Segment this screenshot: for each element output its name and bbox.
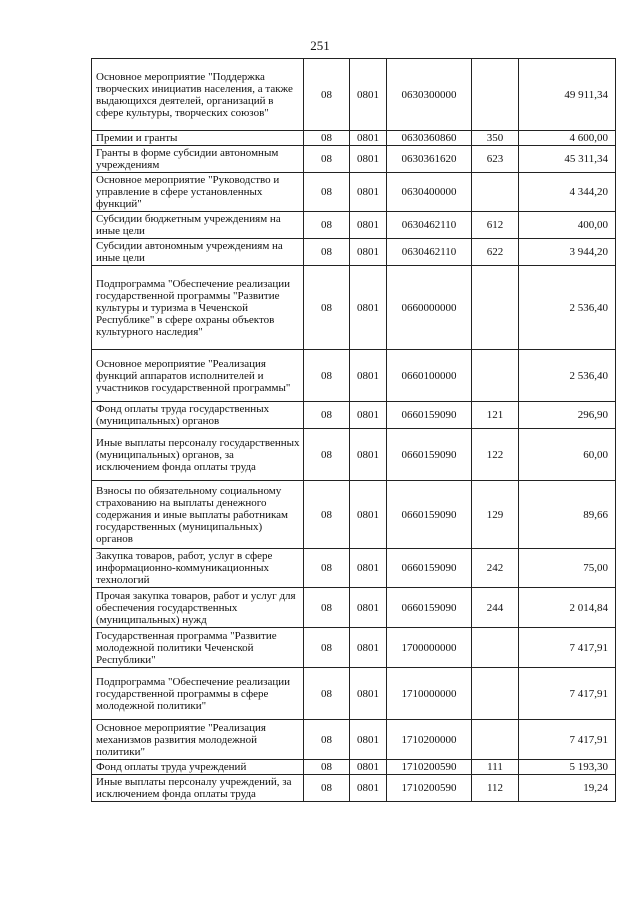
table-row [92, 720, 616, 760]
cell-name: Субсидии бюджетным учреждениям на иные цели [92, 212, 304, 239]
cell-expense-type: 623 [472, 146, 519, 173]
cell-subsection: 0801 [350, 212, 387, 239]
cell-target-article: 1700000000 [387, 628, 472, 668]
table-row [92, 146, 616, 173]
cell-section: 08 [304, 146, 350, 173]
cell-amount: 296,90 [519, 402, 616, 429]
cell-target-article: 1710200590 [387, 775, 472, 802]
cell-expense-type: 122 [472, 429, 519, 481]
cell-section: 08 [304, 668, 350, 720]
table-row [92, 131, 616, 146]
cell-name: Основное мероприятие "Реализация механизмов развития молодежной политики" [92, 720, 304, 760]
cell-section: 08 [304, 173, 350, 212]
cell-expense-type: 129 [472, 481, 519, 549]
cell-section: 08 [304, 481, 350, 549]
cell-target-article: 0630400000 [387, 173, 472, 212]
cell-subsection: 0801 [350, 760, 387, 775]
cell-section: 08 [304, 59, 350, 131]
cell-amount: 2 536,40 [519, 266, 616, 350]
cell-expense-type: 112 [472, 775, 519, 802]
cell-subsection: 0801 [350, 628, 387, 668]
cell-amount: 2 536,40 [519, 350, 616, 402]
table-row [92, 239, 616, 266]
cell-subsection: 0801 [350, 131, 387, 146]
cell-subsection: 0801 [350, 668, 387, 720]
table-row [92, 775, 616, 802]
cell-section: 08 [304, 131, 350, 146]
cell-subsection: 0801 [350, 402, 387, 429]
cell-amount: 75,00 [519, 549, 616, 588]
cell-expense-type [472, 350, 519, 402]
cell-name: Иные выплаты персоналу государственных (муниципальных) органов, за исключением фонда оплаты труда [92, 429, 304, 481]
cell-name: Гранты в форме субсидии автономным учреждениям [92, 146, 304, 173]
table-row [92, 588, 616, 628]
cell-amount: 45 311,34 [519, 146, 616, 173]
cell-subsection: 0801 [350, 173, 387, 212]
cell-subsection: 0801 [350, 720, 387, 760]
cell-name: Фонд оплаты труда государственных (муниципальных) органов [92, 402, 304, 429]
cell-target-article: 1710200590 [387, 760, 472, 775]
cell-expense-type [472, 668, 519, 720]
cell-name: Подпрограмма "Обеспечение реализации государственной программы в сфере молодежной политики" [92, 668, 304, 720]
cell-amount: 60,00 [519, 429, 616, 481]
cell-expense-type: 242 [472, 549, 519, 588]
cell-expense-type: 111 [472, 760, 519, 775]
cell-amount: 89,66 [519, 481, 616, 549]
cell-expense-type: 244 [472, 588, 519, 628]
cell-amount: 5 193,30 [519, 760, 616, 775]
cell-expense-type [472, 173, 519, 212]
budget-table [91, 58, 616, 802]
budget-table-body [92, 59, 616, 802]
table-row [92, 760, 616, 775]
cell-subsection: 0801 [350, 775, 387, 802]
table-row [92, 429, 616, 481]
cell-name: Прочая закупка товаров, работ и услуг для обеспечения государственных (муниципальных) нужд [92, 588, 304, 628]
cell-target-article: 0660159090 [387, 402, 472, 429]
cell-subsection: 0801 [350, 588, 387, 628]
cell-subsection: 0801 [350, 239, 387, 266]
table-row [92, 59, 616, 131]
table-row [92, 402, 616, 429]
cell-target-article: 1710200000 [387, 720, 472, 760]
cell-name: Премии и гранты [92, 131, 304, 146]
table-row [92, 350, 616, 402]
cell-amount: 7 417,91 [519, 720, 616, 760]
cell-target-article: 0630360860 [387, 131, 472, 146]
table-row [92, 668, 616, 720]
table-row [92, 266, 616, 350]
cell-amount: 400,00 [519, 212, 616, 239]
cell-subsection: 0801 [350, 549, 387, 588]
cell-expense-type [472, 628, 519, 668]
cell-expense-type [472, 59, 519, 131]
cell-section: 08 [304, 350, 350, 402]
cell-amount: 7 417,91 [519, 628, 616, 668]
cell-name: Основное мероприятие "Руководство и управление в сфере установленных функций" [92, 173, 304, 212]
cell-section: 08 [304, 549, 350, 588]
cell-target-article: 0660159090 [387, 429, 472, 481]
cell-subsection: 0801 [350, 146, 387, 173]
cell-target-article: 0630300000 [387, 59, 472, 131]
cell-amount: 2 014,84 [519, 588, 616, 628]
table-row [92, 628, 616, 668]
cell-target-article: 0630462110 [387, 239, 472, 266]
cell-name: Закупка товаров, работ, услуг в сфере информационно-коммуникационных технологий [92, 549, 304, 588]
cell-expense-type: 622 [472, 239, 519, 266]
cell-name: Государственная программа "Развитие молодежной политики Чеченской Республики" [92, 628, 304, 668]
cell-section: 08 [304, 266, 350, 350]
cell-section: 08 [304, 628, 350, 668]
cell-amount: 49 911,34 [519, 59, 616, 131]
cell-name: Субсидии автономным учреждениям на иные цели [92, 239, 304, 266]
cell-section: 08 [304, 402, 350, 429]
cell-subsection: 0801 [350, 429, 387, 481]
cell-target-article: 0660159090 [387, 549, 472, 588]
cell-section: 08 [304, 212, 350, 239]
cell-name: Иные выплаты персоналу учреждений, за исключением фонда оплаты труда [92, 775, 304, 802]
cell-section: 08 [304, 760, 350, 775]
cell-subsection: 0801 [350, 59, 387, 131]
cell-target-article: 0630462110 [387, 212, 472, 239]
cell-expense-type: 121 [472, 402, 519, 429]
cell-section: 08 [304, 720, 350, 760]
cell-section: 08 [304, 239, 350, 266]
cell-section: 08 [304, 775, 350, 802]
cell-subsection: 0801 [350, 350, 387, 402]
cell-target-article: 0660000000 [387, 266, 472, 350]
cell-subsection: 0801 [350, 481, 387, 549]
cell-expense-type [472, 720, 519, 760]
table-row [92, 173, 616, 212]
table-row [92, 549, 616, 588]
cell-amount: 4 600,00 [519, 131, 616, 146]
cell-name: Основное мероприятие "Поддержка творческих инициатив населения, а также выдающихся деятелей, организаций в сфере культуры, творческих союзов" [92, 59, 304, 131]
cell-expense-type: 350 [472, 131, 519, 146]
cell-section: 08 [304, 429, 350, 481]
cell-target-article: 0660100000 [387, 350, 472, 402]
cell-section: 08 [304, 588, 350, 628]
cell-amount: 7 417,91 [519, 668, 616, 720]
table-row [92, 481, 616, 549]
page-number: 251 [310, 38, 330, 53]
cell-expense-type: 612 [472, 212, 519, 239]
cell-target-article: 0660159090 [387, 588, 472, 628]
cell-name: Основное мероприятие "Реализация функций аппаратов исполнителей и участников государственной программы" [92, 350, 304, 402]
cell-name: Подпрограмма "Обеспечение реализации государственной программы "Развитие культуры и туризма в Чеченской Республике" в сфере охраны объектов культурного наследия" [92, 266, 304, 350]
cell-expense-type [472, 266, 519, 350]
cell-amount: 4 344,20 [519, 173, 616, 212]
cell-subsection: 0801 [350, 266, 387, 350]
cell-name: Фонд оплаты труда учреждений [92, 760, 304, 775]
table-row [92, 212, 616, 239]
cell-amount: 3 944,20 [519, 239, 616, 266]
cell-name: Взносы по обязательному социальному страхованию на выплаты денежного содержания и иные выплаты работникам государственных (муниципальных) органов [92, 481, 304, 549]
cell-amount: 19,24 [519, 775, 616, 802]
cell-target-article: 0630361620 [387, 146, 472, 173]
cell-target-article: 0660159090 [387, 481, 472, 549]
cell-target-article: 1710000000 [387, 668, 472, 720]
